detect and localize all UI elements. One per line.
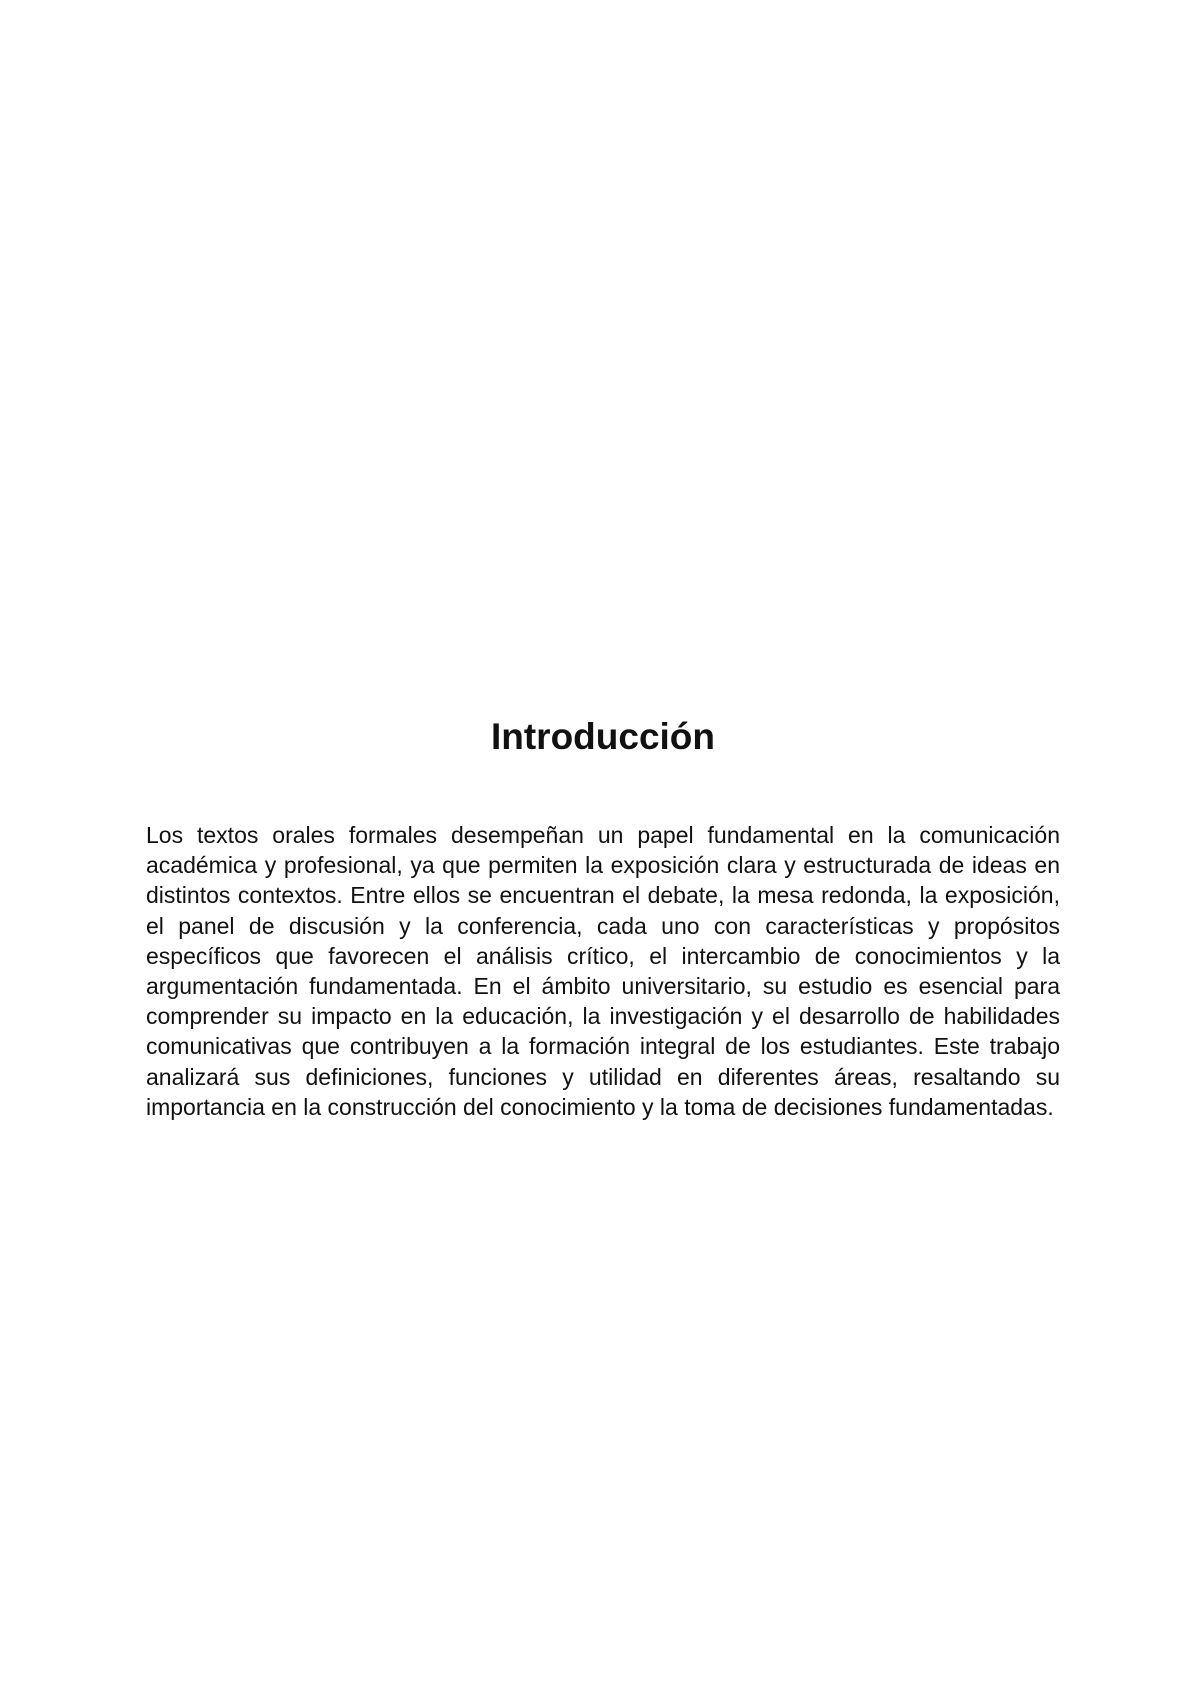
page-title: Introducción bbox=[490, 716, 716, 757]
document-content bbox=[146, 714, 1060, 1122]
introduction-paragraph: Los textos orales formales desempeñan un papel fundamental en la comunicación académica y profesional, ya que permiten la exposición clara y estructurada de ideas en distintos contextos. Entre ellos se encuentran el debate, la mesa redonda, la exposición, el panel de discusión y la conferencia, cada uno con características y propósitos específicos que favorecen el análisis crítico, el intercambio de conocimientos y la argumentación fundamentada. En el ámbito universitario, su estudio es esencial para comprender su impacto en la educación, la investigación y el desarrollo de habilidades comunicativas que contribuyen a la formación integral de los estudiantes. Este trabajo analizará sus definiciones, funciones y utilidad en diferentes áreas, resaltando su importancia en la construcción del conocimiento y la toma de decisiones fundamentadas. bbox=[146, 822, 1060, 1120]
